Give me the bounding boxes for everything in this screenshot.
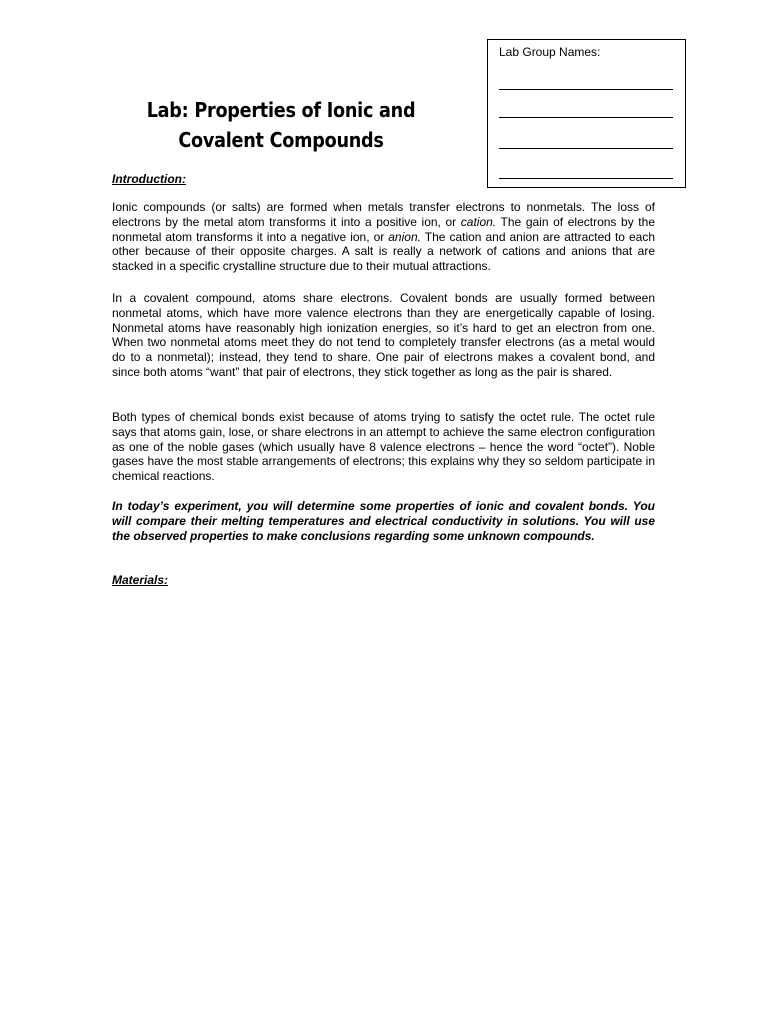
title-line-1: Lab: Properties of Ionic and: [146, 98, 416, 122]
title-line-2: Covalent Compounds: [178, 128, 384, 152]
name-blank-line[interactable]: [499, 148, 673, 149]
paragraph-ionic-compounds: [112, 200, 655, 274]
name-blank-line[interactable]: [499, 117, 673, 118]
lab-group-names-label: Lab Group Names:: [499, 45, 601, 59]
term-anion: anion.: [388, 229, 421, 244]
introduction-heading: Introduction:: [112, 172, 186, 186]
paragraph-text: The cation and anion are attracted to each other because of their opposite charges. A salt is really a network of cations and anions that are stacked in a specific crystalline structure due to their mutual attractions.: [112, 229, 655, 274]
lab-group-names-box: [487, 39, 686, 188]
paragraph-covalent-compounds: In a covalent compound, atoms share electrons. Covalent bonds are usually formed between nonmetal atoms, which have more valence electrons than they are energetically capable of losing. Nonmetal atoms have reasonably high ionization energies, so it’s hard to get an electron from one. When two nonmetal atoms meet they do not tend to completely transfer electrons (as a metal would do to a nonmetal); instead, they tend to share. One pair of electrons makes a covalent bond, and since both atoms “want” that pair of electrons, they stick together as long as the pair is shared.: [112, 291, 655, 379]
paragraph-experiment-summary: In today’s experiment, you will determine some properties of ionic and covalent bonds. You will compare their melting temperatures and electrical conductivity in solutions. You will use the observed properties to make conclusions regarding some unknown compounds.: [112, 499, 655, 543]
term-cation: cation.: [460, 214, 497, 229]
page-title: [136, 95, 427, 155]
paragraph-octet-rule: Both types of chemical bonds exist because of atoms trying to satisfy the octet rule. The octet rule says that atoms gain, lose, or share electrons in an attempt to achieve the same electron configuration as one of the noble gases (which usually have 8 valence electrons – hence the word “octet”). Noble gases have the most stable arrangements of electrons; this explains why they so seldom participate in chemical reactions.: [112, 410, 655, 484]
materials-heading: Materials:: [112, 573, 169, 587]
paragraph-text: The gain of electrons by the nonmetal atom transforms it into a negative ion, or: [112, 214, 655, 244]
paragraph-text: Ionic compounds (or salts) are formed when metals transfer electrons to nonmetals. The loss of electrons by the metal atom transforms it into a positive ion, or: [112, 200, 655, 229]
name-blank-line[interactable]: [499, 89, 673, 90]
name-blank-line[interactable]: [499, 178, 673, 179]
